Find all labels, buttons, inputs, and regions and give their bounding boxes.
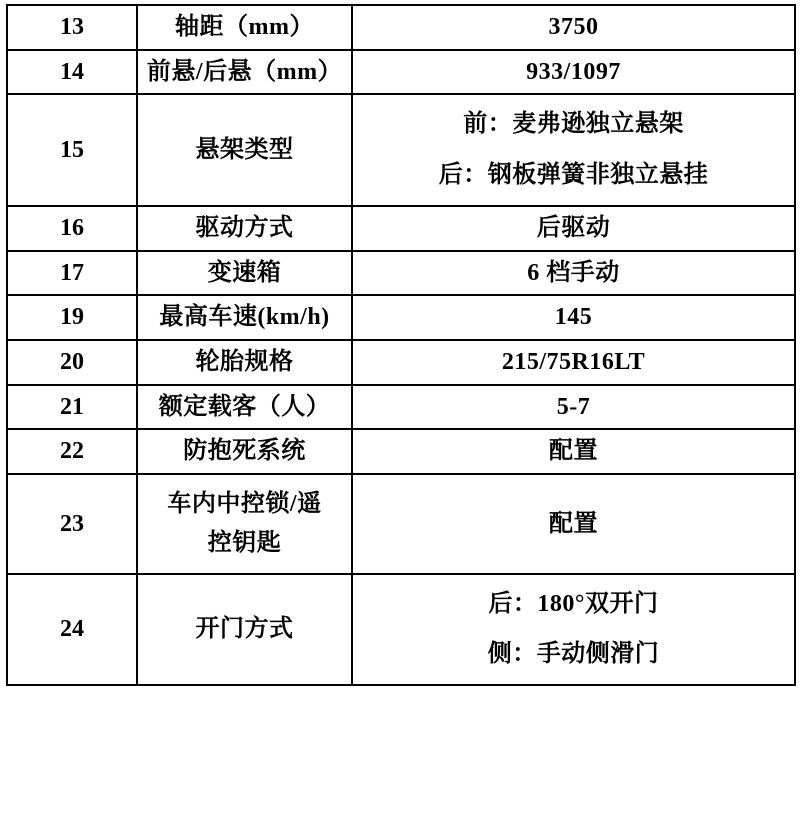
table-row bbox=[7, 385, 795, 430]
row-name-cell bbox=[137, 5, 352, 50]
row-name-cell-content bbox=[138, 430, 351, 473]
row-index-cell bbox=[7, 295, 137, 340]
row-value-cell-content bbox=[353, 95, 794, 204]
table-row bbox=[7, 94, 795, 205]
row-name-cell bbox=[137, 295, 352, 340]
row-value-cell bbox=[352, 251, 795, 296]
table-row bbox=[7, 429, 795, 474]
row-value-cell-content bbox=[353, 207, 794, 250]
table-row bbox=[7, 251, 795, 296]
row-value-cell bbox=[352, 574, 795, 685]
row-name-cell-line: 轮胎规格 bbox=[195, 349, 294, 376]
row-name-cell-line: 驱动方式 bbox=[195, 214, 294, 241]
row-value-cell-line: 933/1097 bbox=[526, 58, 621, 85]
row-name-cell-content bbox=[138, 207, 351, 250]
row-name-cell-content bbox=[138, 341, 351, 384]
row-value-cell-content bbox=[353, 252, 794, 295]
row-value-cell bbox=[352, 340, 795, 385]
row-name-cell-content bbox=[138, 600, 351, 659]
row-name-cell-line: 控钥匙 bbox=[207, 529, 282, 556]
row-value-cell-content bbox=[353, 430, 794, 473]
row-value-cell-line: 后：180°双开门 bbox=[488, 590, 659, 617]
row-index-value: 23 bbox=[60, 510, 84, 537]
row-index-value: 22 bbox=[60, 438, 84, 465]
table-row bbox=[7, 5, 795, 50]
row-name-cell bbox=[137, 474, 352, 573]
row-value-cell-line: 配置 bbox=[549, 510, 598, 537]
row-value-cell bbox=[352, 50, 795, 95]
row-index-value: 21 bbox=[60, 393, 84, 420]
row-name-cell bbox=[137, 206, 352, 251]
row-name-cell-line: 额定载客（人） bbox=[158, 393, 331, 420]
row-value-cell-line: 6 档手动 bbox=[527, 259, 620, 286]
row-name-cell-content bbox=[138, 6, 351, 49]
row-index-cell bbox=[7, 429, 137, 474]
row-name-cell-line: 开门方式 bbox=[195, 615, 294, 642]
row-value-cell-line: 侧：手动侧滑门 bbox=[487, 641, 660, 668]
row-name-cell-line: 变速箱 bbox=[207, 259, 282, 286]
table-row bbox=[7, 206, 795, 251]
table-row bbox=[7, 474, 795, 573]
row-value-cell-line: 后驱动 bbox=[536, 214, 611, 241]
row-name-cell bbox=[137, 429, 352, 474]
row-name-cell-line: 最高车速(km/h) bbox=[159, 304, 330, 331]
row-index-value: 19 bbox=[60, 304, 84, 331]
row-value-cell-content bbox=[353, 575, 794, 684]
row-name-cell bbox=[137, 94, 352, 205]
row-value-cell bbox=[352, 474, 795, 573]
row-name-cell-content bbox=[138, 296, 351, 339]
row-value-cell-content bbox=[353, 495, 794, 554]
row-name-cell-line: 防抱死系统 bbox=[183, 438, 306, 465]
row-index-cell bbox=[7, 340, 137, 385]
row-value-cell-line: 前：麦弗逊独立悬架 bbox=[463, 111, 684, 138]
row-index-cell bbox=[7, 251, 137, 296]
row-value-cell-line: 配置 bbox=[549, 438, 598, 465]
row-value-cell-line: 215/75R16LT bbox=[501, 349, 646, 376]
row-name-cell-content bbox=[138, 121, 351, 180]
row-value-cell bbox=[352, 206, 795, 251]
row-name-cell bbox=[137, 50, 352, 95]
row-value-cell-line: 145 bbox=[554, 304, 593, 331]
row-value-cell bbox=[352, 94, 795, 205]
row-index-cell bbox=[7, 206, 137, 251]
row-value-cell bbox=[352, 429, 795, 474]
row-name-cell-line: 悬架类型 bbox=[195, 136, 294, 163]
table-row bbox=[7, 574, 795, 685]
row-name-cell-content bbox=[138, 386, 351, 429]
row-index-value: 17 bbox=[60, 259, 84, 286]
row-value-cell-content bbox=[353, 6, 794, 49]
row-value-cell bbox=[352, 385, 795, 430]
row-index-cell bbox=[7, 94, 137, 205]
table-row bbox=[7, 340, 795, 385]
row-index-value: 13 bbox=[60, 14, 84, 40]
row-index-value: 16 bbox=[60, 214, 84, 241]
row-index-value: 24 bbox=[60, 615, 84, 642]
table-row bbox=[7, 295, 795, 340]
row-name-cell-line: 轴距（mm） bbox=[175, 14, 314, 40]
row-name-cell-line: 前悬/后悬（mm） bbox=[146, 58, 343, 85]
row-index-cell bbox=[7, 50, 137, 95]
row-value-cell-content bbox=[353, 386, 794, 429]
row-name-cell bbox=[137, 340, 352, 385]
row-index-cell bbox=[7, 5, 137, 50]
row-name-cell bbox=[137, 385, 352, 430]
table-row bbox=[7, 50, 795, 95]
row-value-cell-content bbox=[353, 296, 794, 339]
row-index-value: 14 bbox=[60, 58, 84, 85]
row-name-cell-content bbox=[138, 252, 351, 295]
row-value-cell-content bbox=[353, 341, 794, 384]
row-value-cell-line: 后：钢板弹簧非独立悬挂 bbox=[438, 162, 709, 189]
row-index-value: 20 bbox=[60, 349, 84, 376]
row-value-cell-line: 5-7 bbox=[556, 393, 591, 420]
table-body bbox=[7, 5, 795, 685]
row-value-cell bbox=[352, 5, 795, 50]
row-name-cell-content bbox=[138, 51, 351, 94]
row-index-cell bbox=[7, 385, 137, 430]
row-index-cell bbox=[7, 574, 137, 685]
row-name-cell-line: 车内中控锁/遥 bbox=[167, 491, 322, 518]
row-index-cell bbox=[7, 474, 137, 573]
row-name-cell-content bbox=[138, 475, 351, 572]
vehicle-specification-table bbox=[6, 4, 796, 686]
row-value-cell-content bbox=[353, 51, 794, 94]
row-name-cell bbox=[137, 574, 352, 685]
row-name-cell bbox=[137, 251, 352, 296]
row-index-value: 15 bbox=[60, 136, 84, 163]
row-value-cell bbox=[352, 295, 795, 340]
row-value-cell-line: 3750 bbox=[548, 14, 599, 40]
